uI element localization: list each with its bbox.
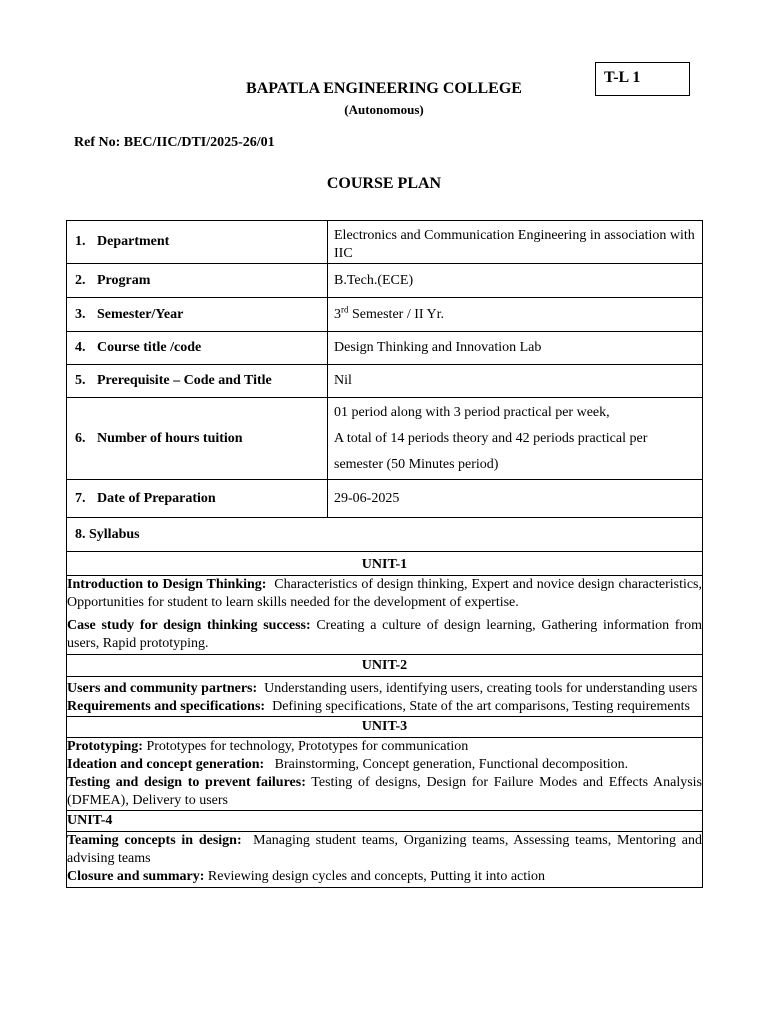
unit-3-title: UNIT-3 (67, 717, 703, 738)
unit-4-content (67, 832, 703, 888)
unit-2-title: UNIT-2 (67, 655, 703, 677)
unit-3-topic-3: Testing and design to prevent failures: Testing of designs, Design for Failure Modes and Effects Analysis (DFMEA), Delivery to users (67, 775, 703, 808)
table-row (67, 576, 703, 655)
unit-1-content (67, 576, 703, 655)
table-row (67, 332, 703, 365)
unit-4-topic-1: Teaming concepts in design: Managing student teams, Organizing teams, Assessing teams, Mentoring and advising teams (67, 833, 703, 866)
table-row (67, 655, 703, 677)
row-label-department: 1. Department (67, 221, 328, 264)
unit-3-topic-2: Ideation and concept generation: Brainstorming, Concept generation, Functional decomposition. (67, 757, 629, 772)
row-value-prerequisite: Nil (328, 365, 703, 398)
unit-4-topic-2: Closure and summary: Reviewing design cycles and concepts, Putting it into action (67, 869, 546, 884)
table-row (67, 811, 703, 832)
row-label-course-title: 4. Course title /code (67, 332, 328, 365)
row-label-hours: 6. Number of hours tuition (67, 398, 328, 480)
autonomous-label: (Autonomous) (344, 102, 424, 117)
table-row (67, 221, 703, 264)
unit-3-topic-1: Prototyping: Prototypes for technology, Prototypes for communication (67, 739, 469, 754)
unit-2-topic-2: Requirements and specifications: Defining specifications, State of the art comparisons, Testing requirements (67, 699, 690, 714)
table-row (67, 298, 703, 332)
row-value-program: B.Tech.(ECE) (328, 264, 703, 298)
unit-2-topic-1: Users and community partners: Understanding users, identifying users, creating tools for understanding users (67, 681, 698, 696)
unit-1-title: UNIT-1 (67, 552, 703, 576)
course-plan-table (66, 220, 703, 888)
page-title: COURSE PLAN (326, 175, 442, 192)
table-row (67, 832, 703, 888)
table-row (67, 398, 703, 480)
table-row (67, 480, 703, 518)
unit-1-topic-2: Case study for design thinking success: Creating a culture of design learning, Gathering information from users, Rapid prototyping. (67, 618, 702, 651)
table-row (67, 518, 703, 552)
row-label-program: 2. Program (67, 264, 328, 298)
row-value-date: 29-06-2025 (328, 480, 703, 518)
table-row (67, 717, 703, 738)
unit-2-content (67, 677, 703, 717)
row-value-hours: 01 period along with 3 period practical per week, A total of 14 periods theory and 42 periods practical per semester (50 Minutes period) (328, 398, 703, 480)
table-row (67, 365, 703, 398)
document-code-box: T-L 1 (595, 62, 690, 96)
row-label-prerequisite: 5. Prerequisite – Code and Title (67, 365, 328, 398)
syllabus-label: 8. Syllabus (67, 518, 703, 552)
college-name: BAPATLA ENGINEERING COLLEGE (246, 80, 522, 97)
table-row (67, 738, 703, 811)
table-row (67, 264, 703, 298)
table-row (67, 677, 703, 717)
row-value-department: Electronics and Communication Engineering in association with IIC (328, 221, 703, 264)
unit-1-topic-1: Introduction to Design Thinking: Characteristics of design thinking, Expert and novice design characteristics, Opportunities for student to learn skills needed for the development of expertise. (67, 577, 703, 610)
reference-number: Ref No: BEC/IIC/DTI/2025-26/01 (74, 135, 275, 150)
row-value-semester: 3rd Semester / II Yr. (328, 298, 703, 332)
row-label-semester: 3. Semester/Year (67, 298, 328, 332)
unit-3-content (67, 738, 703, 811)
row-label-date: 7. Date of Preparation (67, 480, 328, 518)
table-row (67, 552, 703, 576)
unit-4-title: UNIT-4 (67, 811, 703, 832)
row-value-course-title: Design Thinking and Innovation Lab (328, 332, 703, 365)
